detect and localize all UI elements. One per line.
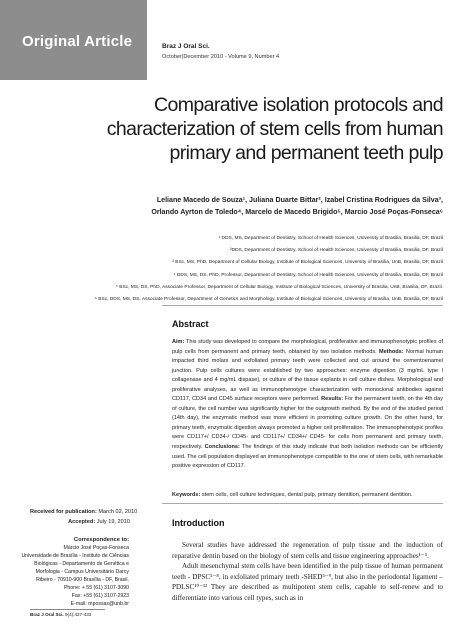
journal-name: Braz J Oral Sci. bbox=[162, 43, 210, 50]
correspondence-line: Fax: +55 (61) 3107-2923 bbox=[71, 593, 129, 600]
results-text: For the permanent teeth, on the 4th day of culture, the cell number was significantly higher for the outgrowth method. By the end of the studied period (14th day), the enzymatic method was more efficient in promoting culture growth. On the other hand, for primary teeth, enzymatic digestion always promoted a higher cell proliferation. The immunophenotypic profiles were CD117+/ CD34-/ CD45- and CD117+/ CD34+/ CD45- for cells from permanent and primary teeth, respectively. bbox=[172, 396, 443, 451]
keywords bbox=[172, 492, 443, 498]
affiliation: ⁵ BSc, MS, DS, PhD, Associate Professor, Department of Cellular Biology, Institute of Biological Sciences, University of Brasilia, UnB, Brasilia, DF, Brazil. bbox=[115, 284, 443, 290]
correspondence-line: Ribeiro - 70910-900 Brasília - DF, Brasil. bbox=[36, 577, 129, 584]
conclusions-text: The findings of this study indicate that both isolation methods can be efficiently used. The cell population displayed an immunophenotype compatible to the one of stem cells, with remarkable positive expression of CD117. bbox=[172, 444, 443, 470]
author-list bbox=[100, 194, 443, 218]
accepted-label: Accepted: bbox=[68, 518, 96, 525]
correspondence-line: Universidade de Brasília - Instituto de Ciências bbox=[21, 553, 129, 560]
affiliation-list bbox=[30, 233, 443, 306]
correspondence-line: Phone: + 55 (61) 3107-3090 bbox=[63, 585, 129, 592]
correspondence-heading: Correspondence to: bbox=[73, 537, 129, 543]
title-line: characterization of stem cells from human bbox=[106, 118, 443, 140]
received-label: Received for publication: bbox=[30, 509, 97, 515]
journal-info bbox=[162, 43, 279, 60]
footer-divider bbox=[30, 609, 105, 610]
correspondence-line: Márcio José Poças-Fonseca bbox=[63, 545, 129, 552]
conclusions-label: Conclusions: bbox=[204, 444, 240, 451]
methods-text: Normal human impacted third molars and exfoliated primary teeth were collected and cut around the cementoenamel junction. Pulp cells cultures were established by two approaches: enzyme digestion (3 mg/mL type I collagenase and 4 mg/mL dispase), or culture of the tissue explants in cell culture dishes. Morphological and proliferative analyses, as well as immunophenotype characterization with monoclonal antibodies against CD117, CD34 and CD45 surface receptors were performed. bbox=[172, 348, 443, 403]
article-type-banner bbox=[0, 0, 147, 80]
author-line: Leliane Macedo de Souza¹, Juliana Duarte Bittar², Izabel Cristina Rodrigues da Silva³, bbox=[156, 196, 443, 204]
abstract-heading: Abstract bbox=[172, 319, 209, 329]
publication-dates bbox=[30, 508, 138, 527]
abstract-top-divider bbox=[162, 305, 443, 306]
footer-citation: 9(4):427-433 bbox=[63, 612, 92, 617]
author-line: Orlando Ayrton de Toledo⁴, Marcelo de Macedo Brigido⁵, Marcio José Poças-Fonseca⁶ bbox=[151, 208, 443, 216]
results-label: Results: bbox=[321, 396, 344, 403]
affiliation: ¹ DDS, MS, Department of Dentistry, School of Health Sciences, University of Brasilia, Brasilia, DF, Brazil bbox=[218, 236, 443, 241]
received-value: March 02, 2010 bbox=[96, 509, 138, 515]
journal-issue: October|December 2010 - Volume 9, Number 4 bbox=[162, 54, 280, 60]
received-date bbox=[30, 508, 138, 518]
introduction-paragraph: Adult mesenchymal stem cells have been identified in the pulp tissue of human permanent teeth - DPSC⁵⁻⁸, in exfoliated primary teeth -SHED⁵⁻⁹, but also in the periodontal ligament – PDLSC¹⁰⁻¹² They are described as multipotent stem cells, capable to self-renew and to differentiate into various cell types, such as in bbox=[172, 562, 443, 602]
methods-label: Methods: bbox=[378, 348, 404, 355]
aim-text: This study was developed to compare the morphological, proliferative and immunophenotypic profiles of pulp cells from permanent and primary teeth, obtained by two isolation methods. bbox=[172, 339, 443, 355]
accepted-value: July 19, 2010 bbox=[95, 518, 130, 525]
title-line: primary and permanent teeth pulp bbox=[169, 142, 443, 164]
abstract-text bbox=[172, 338, 443, 472]
title-line: Comparative isolation protocols and bbox=[153, 94, 443, 116]
keywords-text: stem cells, cell culture techniques, dental pulp, primary dentition, permanent dentition. bbox=[200, 492, 413, 498]
keywords-label: Keywords: bbox=[172, 492, 201, 498]
affiliation: ⁴ DDS, MS, DS, PhD, Professor, Department of Dentistry, School of Health Sciences, University of Brasilia, Brasilia, DF, Brazil bbox=[173, 272, 443, 278]
affiliation: ³ BSc, MS, PhD, Department of Cellular Biology, Institute of Biological Sciences, University of Brasilia, UnB, Brasilia, DF, Brazil bbox=[172, 260, 443, 266]
article-type-label: Original Article bbox=[22, 33, 133, 50]
correspondence-block bbox=[20, 536, 129, 608]
footer-journal: Braz J Oral Sci. bbox=[30, 612, 64, 617]
affiliation: ⁶ BSc, DDS, MS, DS, Associate Professor, Department of Genetics and Morphology, Institute of Biological Sciences, University of Brasilia, UnB, Brasilia, DF, Brazil bbox=[94, 297, 443, 303]
aim-label: Aim: bbox=[172, 339, 185, 345]
page-footer bbox=[30, 612, 91, 617]
introduction-heading: Introduction bbox=[172, 518, 225, 528]
correspondence-line: Morfologia - Campus Universitário Darcy bbox=[35, 569, 129, 576]
accepted-date bbox=[30, 518, 130, 528]
abstract-bottom-divider bbox=[162, 503, 443, 504]
affiliation: ²DDS, Department of Dentistry, School of Health Sciences, University of Brasilia, Brasilia, DF, Brazil bbox=[229, 248, 443, 254]
introduction-paragraph: Several studies have addressed the regeneration of pulp tissue and the induction of reparative dentin based on the biology of stem cells and tissue engineering approaches¹⁻⁵. bbox=[172, 541, 443, 560]
article-title bbox=[60, 93, 443, 165]
correspondence-email: E-mail: mpossas@unb.br bbox=[70, 601, 129, 608]
correspondence-line: Biológicas - Departamento de Genética e bbox=[34, 561, 129, 568]
introduction-text bbox=[172, 540, 443, 603]
